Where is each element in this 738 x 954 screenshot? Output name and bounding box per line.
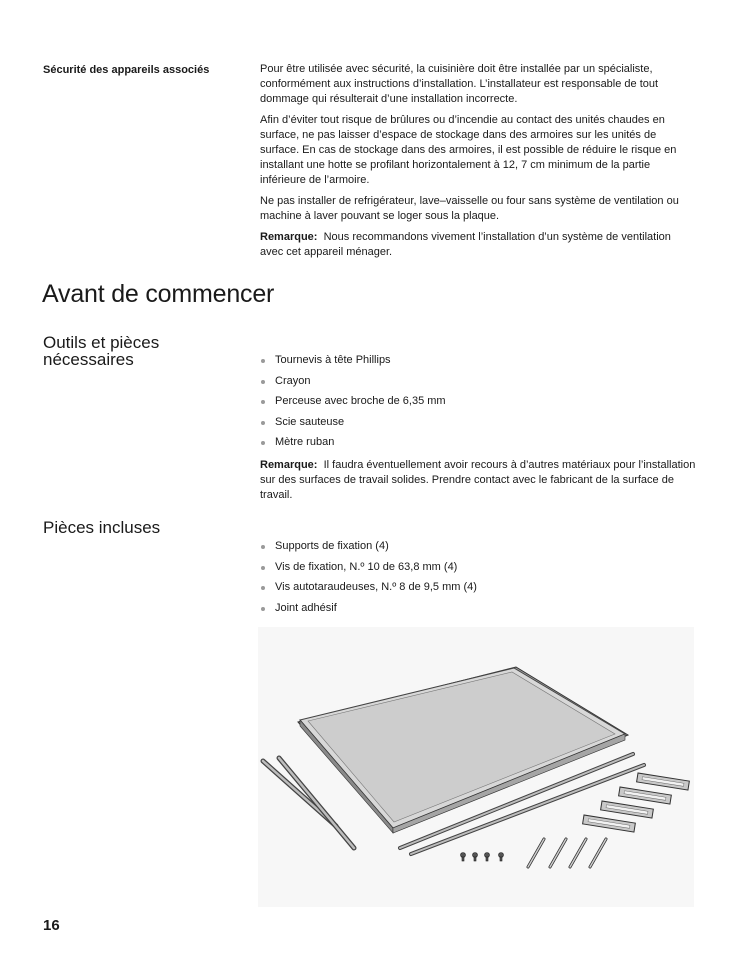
tools-note (260, 458, 696, 503)
list-item: Supports de fixation (4) (260, 539, 696, 560)
list-item: Vis autotaraudeuses, N.º 8 de 9,5 mm (4) (260, 580, 696, 601)
mounting-screws (528, 839, 606, 867)
bullet-icon (261, 380, 265, 384)
list-item: Vis de fixation, N.º 10 de 63,8 mm (4) (260, 560, 696, 581)
list-item: Crayon (260, 374, 696, 395)
bullet-icon (261, 359, 265, 363)
bullet-icon (261, 566, 265, 570)
safety-paragraph-3: Ne pas installer de refrigérateur, lave–vaisselle ou four sans système de ventilation ou machine à laver pouvant se loger sous la plaque. (260, 195, 679, 222)
parts-section-body (260, 539, 696, 621)
tools-heading (43, 334, 159, 368)
list-item: Perceuse avec broche de 6,35 mm (260, 394, 696, 415)
safety-section-body (260, 62, 696, 266)
parts-list (260, 539, 696, 621)
tools-note-label: Remarque: (260, 458, 318, 471)
tools-heading-line1: Outils et pièces (43, 333, 160, 352)
list-item: Tournevis à tête Phillips (260, 353, 696, 374)
safety-paragraph-2: Afin d’éviter tout risque de brûlures ou d’incendie au contact des unités chaudes en surface, ne pas laisser d’espace de stockage dans des armoires sur les unités de surface. En cas de stockage dans des armoires, il est possible de réduire le risque en installant une hotte se profilant horizontalement à 12, 7 cm minimum de la partie inférieure de l’armoire. (260, 114, 677, 186)
tools-list (260, 353, 696, 456)
bullet-icon (261, 545, 265, 549)
section-title: Avant de commencer (42, 280, 275, 308)
bullet-icon (261, 400, 265, 404)
safety-note (260, 230, 696, 260)
parts-illustration-svg (258, 627, 694, 907)
safety-paragraph-1: Pour être utilisée avec sécurité, la cuisinière doit être installée par un spécialiste, conformément aux instructions d’installation. L’installateur est responsable de tout dommage qui résulterait d’une installation incorrecte. (260, 63, 659, 105)
page-number: 16 (43, 917, 60, 934)
included-parts-illustration (258, 627, 694, 907)
list-item: Joint adhésif (260, 601, 696, 622)
safety-note-label: Remarque: (260, 231, 318, 243)
bullet-icon (261, 586, 265, 590)
bullet-icon (261, 421, 265, 425)
self-tapping-screws (461, 853, 504, 862)
cooktop-illustration (298, 667, 628, 833)
tools-note-text: Il faudra éventuellement avoir recours à d’autres matériaux pour l’installation sur des surfaces de travail solides. Prendre contact avec le fabricant de la surface de travail. (260, 458, 696, 501)
list-item: Scie sauteuse (260, 415, 696, 436)
tools-heading-line2: nécessaires (43, 350, 134, 369)
list-item: Mètre ruban (260, 435, 696, 456)
bullet-icon (261, 441, 265, 445)
safety-section-label: Sécurité des appareils associés (43, 64, 210, 76)
bullet-icon (261, 607, 265, 611)
parts-heading: Pièces incluses (43, 518, 161, 537)
tools-section-body (260, 353, 696, 509)
safety-note-text: Nous recommandons vivement l’installation d’un système de ventilation avec cet appareil ménager. (260, 231, 671, 258)
